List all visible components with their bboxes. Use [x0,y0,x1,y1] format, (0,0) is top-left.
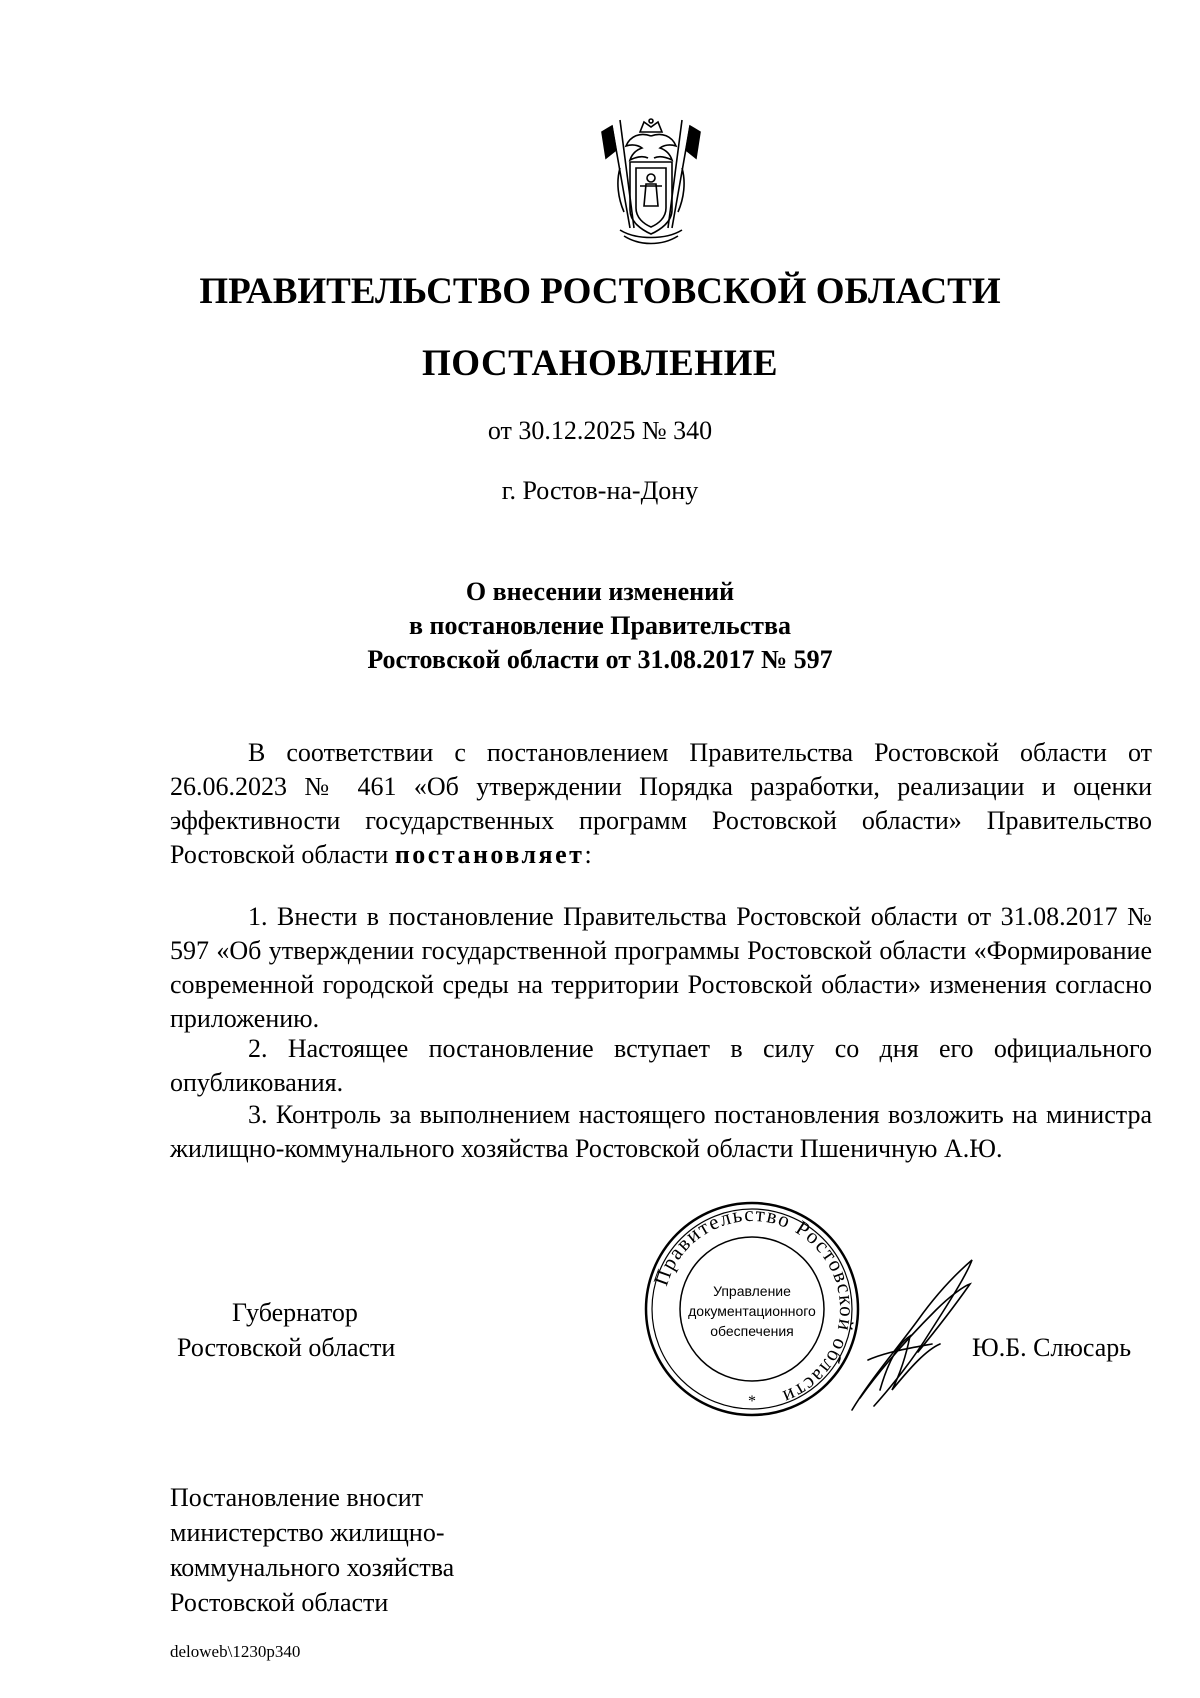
stamp-star: * [748,1393,756,1410]
author-line: Ростовской области [170,1588,389,1617]
preamble-suffix: : [584,840,592,869]
author-line: коммунального хозяйства [170,1553,455,1582]
author-line: министерство жилищно- [170,1518,445,1547]
document-city: г. Ростов-на-Дону [501,476,699,505]
stamp-inner-line: документационного [688,1303,816,1319]
signer-position-line2: Ростовской области [177,1333,396,1362]
title-line: О внесении изменений [465,577,735,606]
stamp-inner-line: Управление [713,1283,791,1299]
stamp-inner-line: обеспечения [710,1323,794,1339]
title-line: в постановление Правительства [408,611,791,640]
coat-of-arms-icon [600,118,702,248]
preamble-paragraph [170,736,1152,872]
preamble-text: В соответствии с постановлением Правительства Ростовской области от 26.06.2023 № 461 «Об утверждении Порядка разработки, реализации и оценки эффективности государственных программ Ростовской области» Правительство Ростовской области [170,738,1152,869]
title-line: Ростовской области от 31.08.2017 № 597 [367,645,833,674]
document-title [0,575,1200,677]
government-name: ПРАВИТЕЛЬСТВО РОСТОВСКОЙ ОБЛАСТИ [199,271,1001,312]
handwritten-signature [840,1240,980,1420]
document-date-number: от 30.12.2025 № 340 [487,416,713,445]
decree-word: постановляет [394,840,585,869]
item-3: 3. Контроль за выполнением настоящего постановления возложить на министра жилищно-коммунального хозяйства Ростовской области Пшеничную А.Ю. [170,1100,1152,1163]
author-line: Постановление вносит [170,1483,424,1512]
signer-position-line1: Губернатор [232,1298,358,1327]
stamp-outer-text: Правительство Ростовской области [648,1201,860,1411]
official-stamp [643,1200,861,1418]
item-2: 2. Настоящее постановление вступает в силу со дня его официального опубликования. [170,1034,1152,1097]
file-reference: deloweb\1230p340 [170,1642,301,1661]
submitted-by [170,1480,454,1620]
item-1: 1. Внести в постановление Правительства Ростовской области от 31.08.2017 № 597 «Об утверждении государственной программы Ростовской области «Формирование современной городской среды на территории Ростовской области» изменения согласно приложению. [170,902,1152,1033]
document-type: ПОСТАНОВЛЕНИЕ [421,343,779,384]
signer-name: Ю.Б. Слюсарь [972,1333,1132,1362]
